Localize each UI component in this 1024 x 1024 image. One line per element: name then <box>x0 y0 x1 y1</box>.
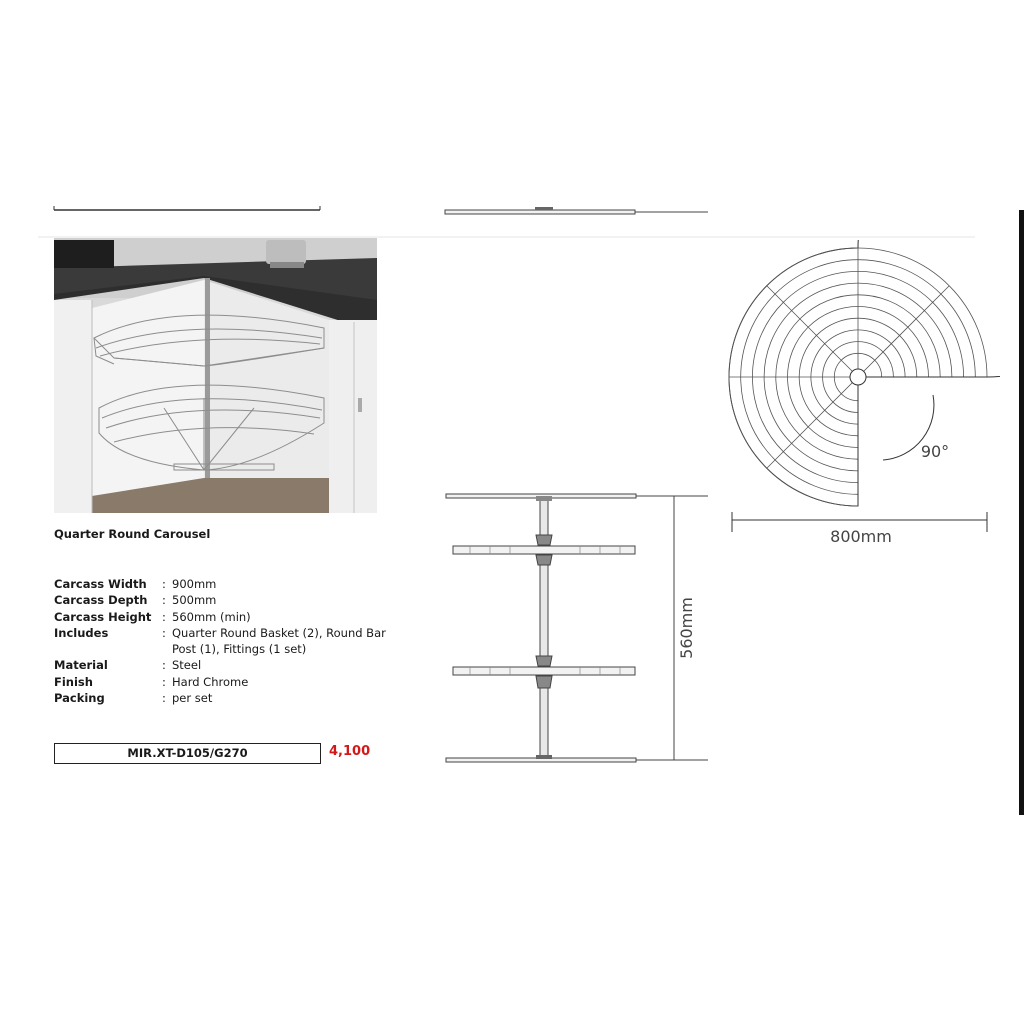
spec-colon: : <box>162 691 166 706</box>
spec-row <box>54 657 402 673</box>
spec-value: Steel <box>172 658 202 673</box>
spec-label: Includes <box>54 625 109 640</box>
product-photo <box>54 238 377 513</box>
spec-label: Carcass Depth <box>54 593 148 608</box>
spec-row <box>54 592 402 608</box>
height-dimension-label: 560mm <box>677 597 696 659</box>
spec-colon: : <box>162 658 166 673</box>
spec-value: Hard Chrome <box>172 674 249 689</box>
spec-label: Material <box>54 658 108 673</box>
spec-colon: : <box>162 593 166 608</box>
product-code: MIR.XT-D105/G270 <box>54 743 321 764</box>
width-dimension-label: 800mm <box>830 527 892 546</box>
spec-colon: : <box>162 625 166 640</box>
angle-label: 90° <box>920 442 950 461</box>
spec-colon: : <box>162 609 166 624</box>
spec-row <box>54 625 402 658</box>
spec-value: 560mm (min) <box>172 609 251 624</box>
spec-value: 500mm <box>172 593 217 608</box>
product-title: Quarter Round Carousel <box>54 527 211 541</box>
spec-colon: : <box>162 674 166 689</box>
spec-row <box>54 674 402 690</box>
top-view-drawing <box>725 240 1000 550</box>
side-elevation-drawing <box>440 485 720 770</box>
spec-row <box>54 609 402 625</box>
spec-value: 900mm <box>172 577 217 591</box>
page-edge <box>1019 210 1024 815</box>
spec-row <box>54 576 402 592</box>
spec-row <box>54 690 402 706</box>
spec-value: per set <box>172 691 213 706</box>
spec-colon: : <box>162 577 166 591</box>
spec-list <box>54 576 402 706</box>
spec-label: Carcass Width <box>54 577 147 591</box>
spec-value: Quarter Round Basket (2), Round Bar Post (1), Fittings (1 set) <box>172 625 386 657</box>
top-remnants <box>0 0 1024 250</box>
product-price: 4,100 <box>329 744 371 759</box>
spec-label: Finish <box>54 674 93 689</box>
spec-label: Packing <box>54 691 105 706</box>
spec-label: Carcass Height <box>54 609 152 624</box>
